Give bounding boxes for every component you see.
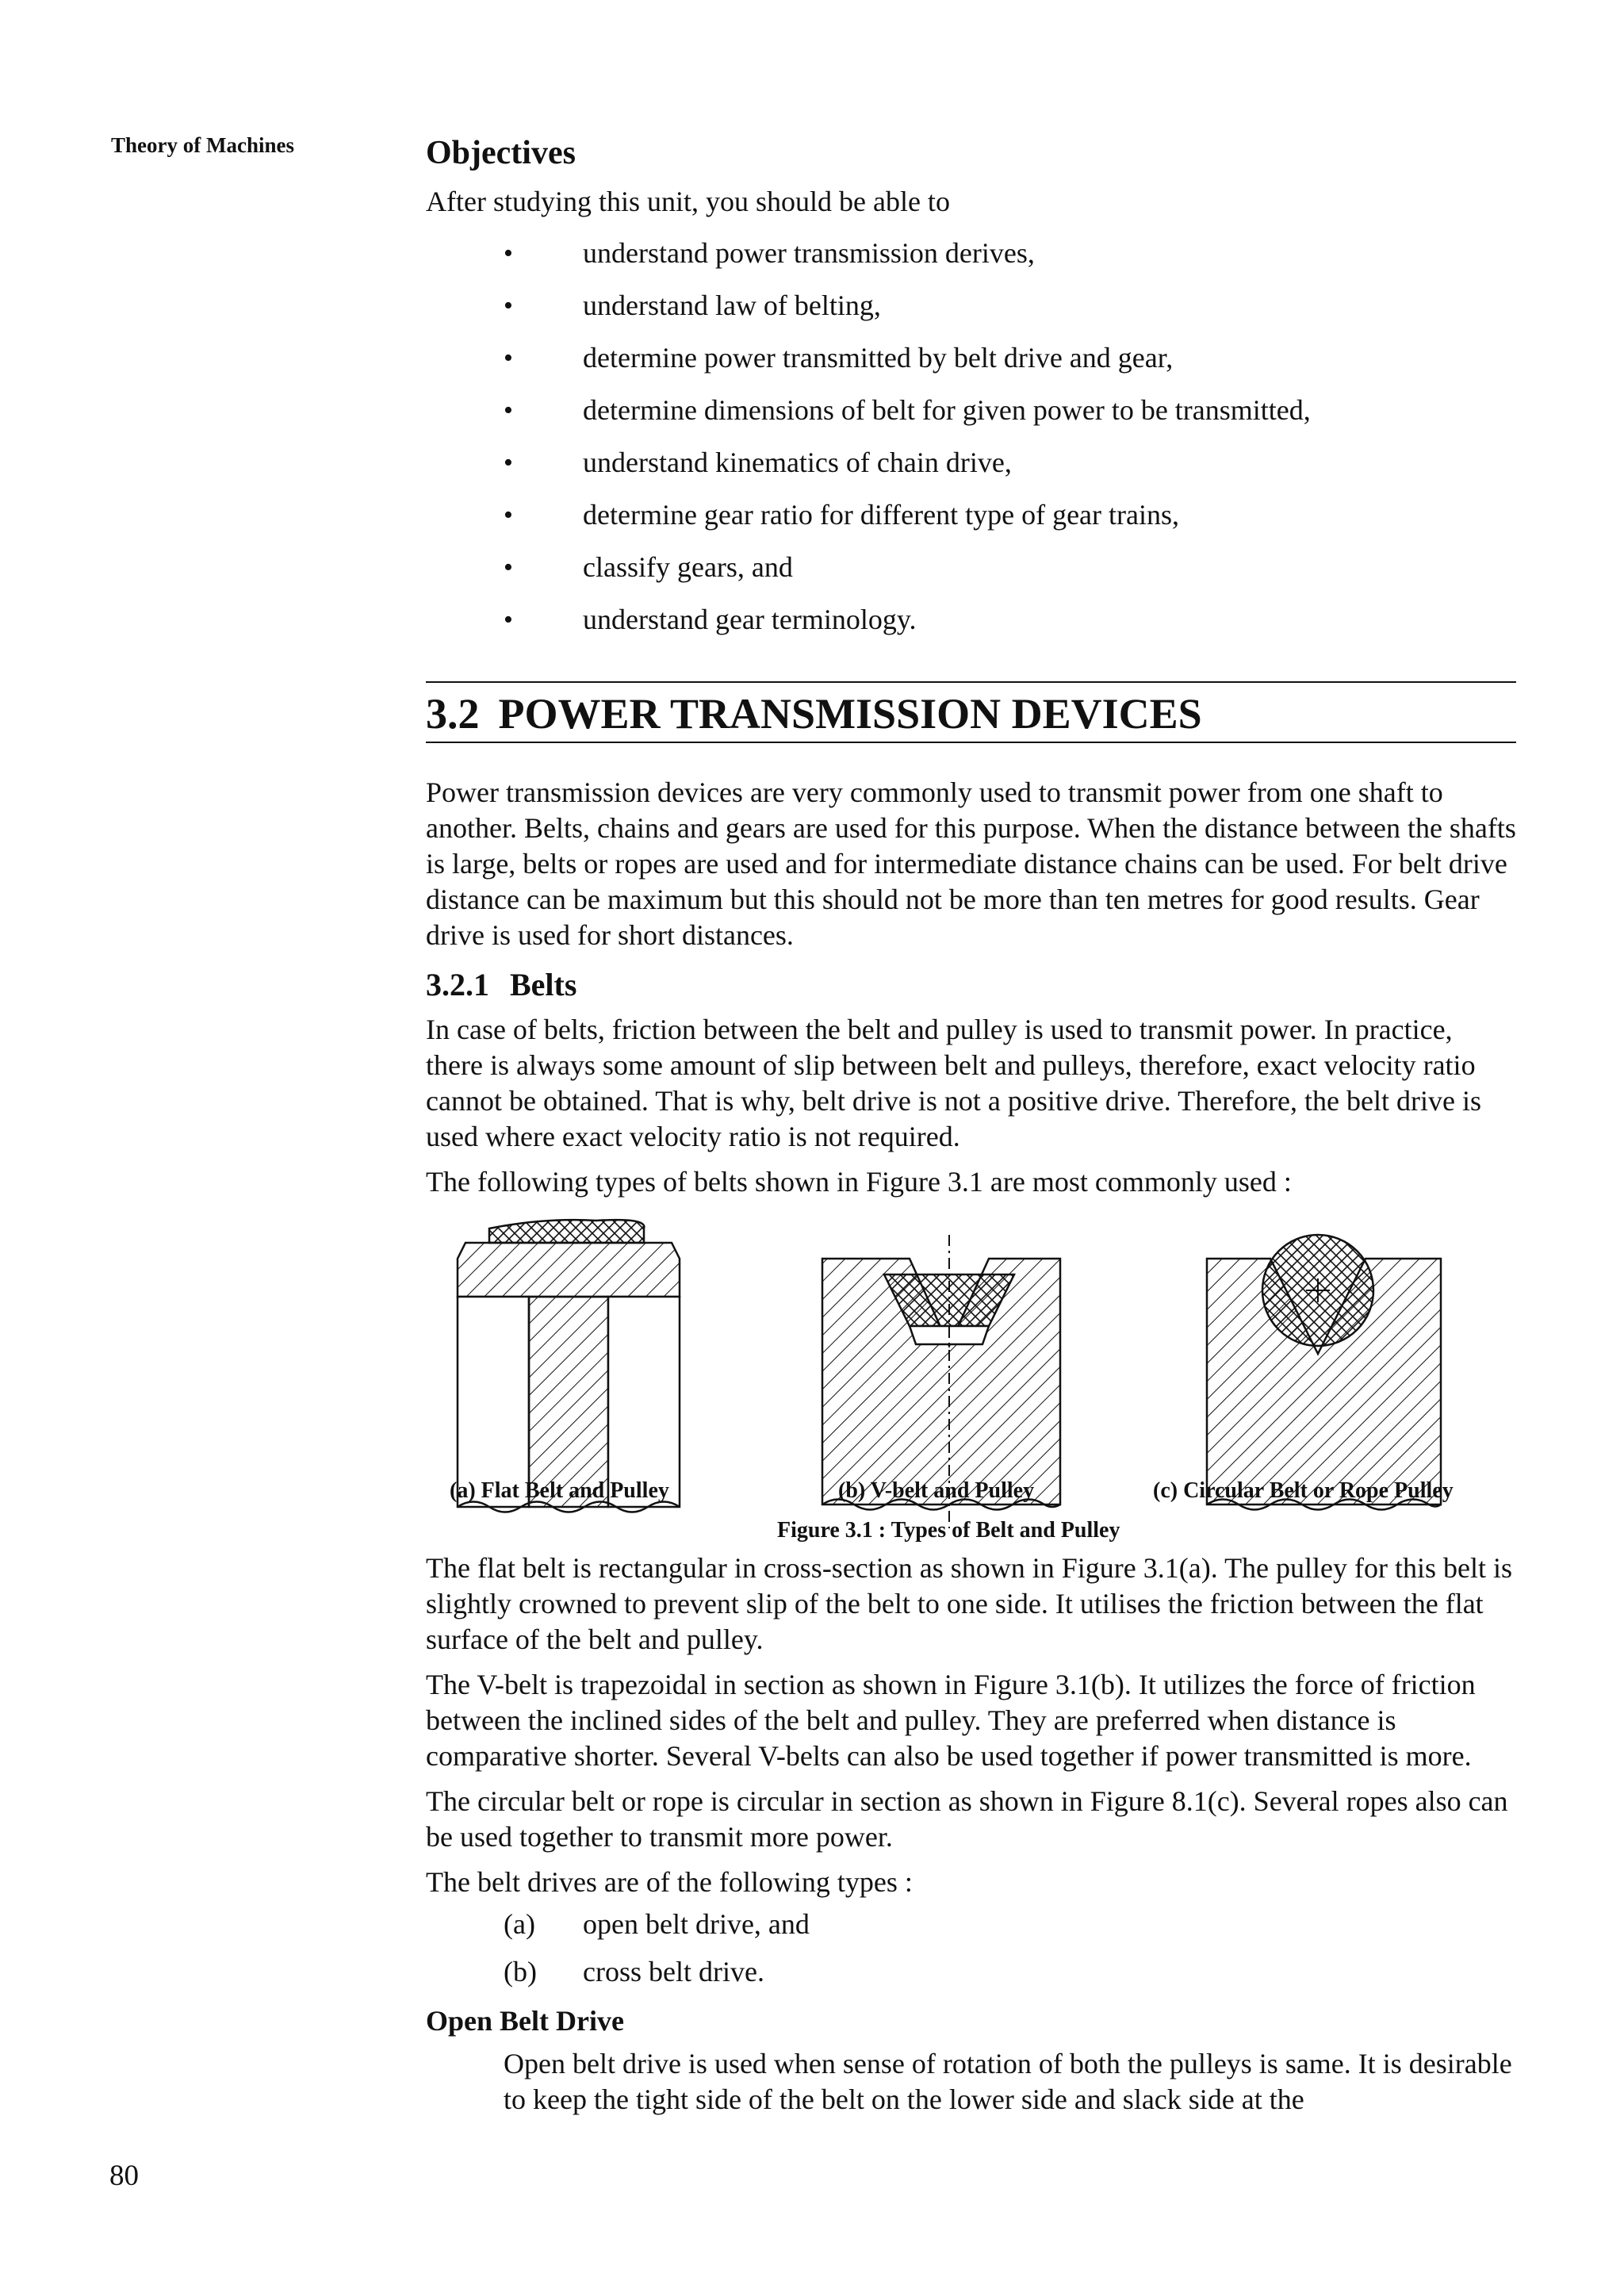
list-marker: (a) (504, 1908, 535, 1940)
belt-figure (426, 1211, 1516, 1544)
list-item (426, 497, 1516, 550)
list-item (426, 393, 1516, 445)
subsection-title: Belts (510, 967, 577, 1002)
list-item (426, 602, 1516, 654)
list-item (426, 1907, 1516, 1954)
list-item (426, 288, 1516, 340)
subsection-heading (426, 966, 1516, 1004)
section-paragraph: Power transmission devices are very commonly used to transmit power from one shaft to another. Belts, chains and gears are used for this purpose. When the distance between the shafts is large, belts or ropes are used and for intermediate distance chains can be used. For belt drive distance can be maximum but this should not be more than ten metres for good results. Gear drive is used for short distances. (426, 776, 1516, 951)
list-item (426, 550, 1516, 602)
list-item-text: determine dimensions of belt for given power to be transmitted, (583, 394, 1311, 426)
list-item-text: open belt drive, and (583, 1908, 810, 1940)
list-item (426, 340, 1516, 393)
rope-paragraph: The circular belt or rope is circular in section as shown in Figure 8.1(c). Several ropes also can be used together to transmit more power. (426, 1785, 1508, 1853)
bullet-icon: • (504, 500, 513, 530)
list-marker: (b) (504, 1956, 537, 1987)
list-item (426, 1954, 1516, 2002)
list-item-text: classify gears, and (583, 551, 793, 583)
section-title: POWER TRANSMISSION DEVICES (498, 690, 1202, 738)
figure-title: Figure 3.1 : Types of Belt and Pulley (777, 1518, 1120, 1543)
open-belt-paragraph: Open belt drive is used when sense of rotation of both the pulleys is same. It is desirable to keep the tight side of the belt on the lower side and slack side at the (504, 2048, 1512, 2115)
v-belt-paragraph: The V-belt is trapezoidal in section as shown in Figure 3.1(b). It utilizes the force of friction between the inclined sides of the belt and pulley. They are preferred when distance is comparative shorter. Several V-belts can also be used together if power transmitted is more. (426, 1669, 1476, 1772)
list-item-text: understand power transmission derives, (583, 237, 1035, 269)
section-heading (426, 681, 1516, 743)
caption-v-belt: (b) V-belt and Pulley (838, 1478, 1035, 1503)
bullet-icon: • (504, 448, 513, 477)
bullet-icon: • (504, 343, 513, 373)
list-item-text: understand law of belting, (583, 289, 881, 321)
belts-types-intro: The following types of belts shown in Figure 3.1 are most commonly used : (426, 1166, 1292, 1198)
section-number: 3.2 (426, 690, 480, 738)
open-belt-heading: Open Belt Drive (426, 2005, 624, 2037)
belt-types-intro: The belt drives are of the following types : (426, 1866, 913, 1898)
list-item (426, 445, 1516, 497)
belt-drive-types-list (426, 1907, 1516, 2002)
flat-belt-drawing (458, 1220, 680, 1512)
list-item-text: determine power transmitted by belt drive and gear, (583, 342, 1174, 374)
objectives-intro: After studying this unit, you should be able to (426, 186, 950, 217)
flat-belt-paragraph: The flat belt is rectangular in cross-section as shown in Figure 3.1(a). The pulley for this belt is slightly crowned to prevent slip of the belt to one side. It utilises the friction between the flat surface of the belt and pulley. (426, 1552, 1513, 1655)
bullet-icon: • (504, 239, 513, 268)
list-item-text: understand kinematics of chain drive, (583, 447, 1012, 478)
list-item-text: understand gear terminology. (583, 604, 917, 635)
page-number: 80 (109, 2160, 139, 2192)
list-item-text: cross belt drive. (583, 1956, 764, 1987)
running-head: Theory of Machines (111, 133, 294, 157)
bullet-icon: • (504, 605, 513, 634)
objectives-heading: Objectives (426, 135, 576, 171)
list-item-text: determine gear ratio for different type of gear trains, (583, 499, 1179, 531)
subsection-number: 3.2.1 (426, 967, 489, 1002)
belts-paragraph: In case of belts, friction between the belt and pulley is used to transmit power. In practice, there is always some amount of slip between belt and pulleys, therefore, exact velocity ratio cannot be obtained. That is why, belt drive is not a positive drive. Therefore, the belt drive is used where exact velocity ratio is not required. (426, 1014, 1481, 1152)
rope-pulley-drawing (1207, 1235, 1441, 1510)
list-item (426, 236, 1516, 288)
page-content (426, 133, 1516, 2118)
caption-rope-pulley: (c) Circular Belt or Rope Pulley (1153, 1478, 1454, 1503)
caption-flat-belt: (a) Flat Belt and Pulley (450, 1478, 669, 1503)
bullet-icon: • (504, 553, 513, 582)
bullet-icon: • (504, 291, 513, 320)
bullet-icon: • (504, 396, 513, 425)
objectives-list (426, 236, 1516, 654)
